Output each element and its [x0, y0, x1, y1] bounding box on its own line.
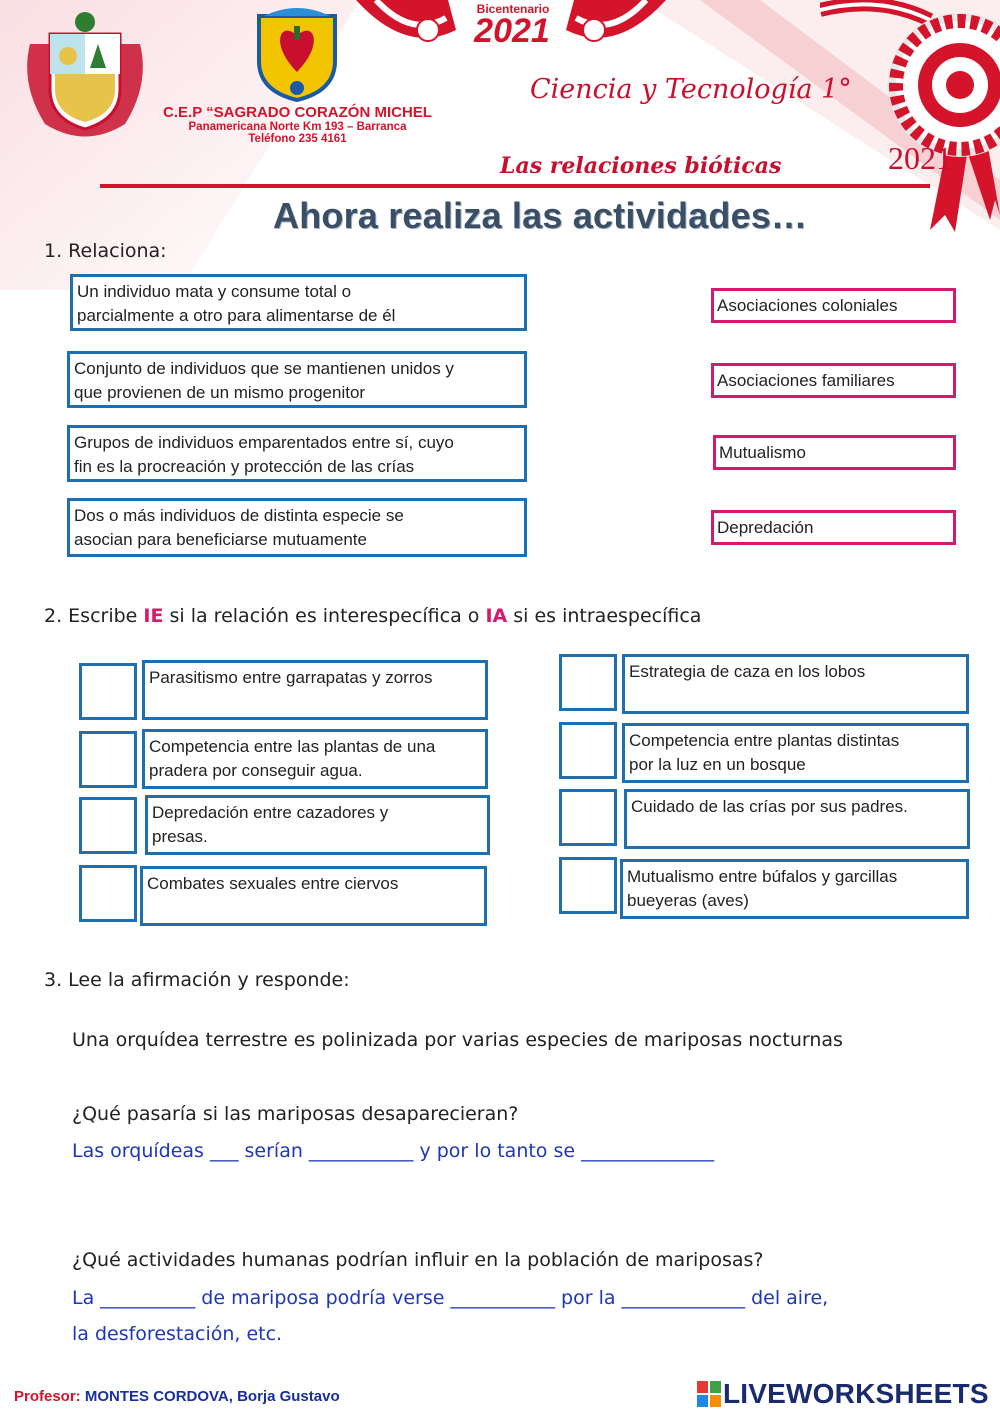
relate-left-box[interactable]: Dos o más individuos de distinta especie se asocian para beneficiarse mutuamente [67, 498, 527, 557]
section1-label: 1. Relaciona: [44, 240, 167, 262]
school-phone: Teléfono 235 4161 [248, 133, 347, 145]
statement-box: Competencia entre plantas distintas por la luz en un bosque [622, 723, 969, 783]
school-crest-icon [254, 6, 340, 102]
liveworksheets-wordmark: LIVEWORKSHEETS [723, 1378, 989, 1409]
question-1: ¿Qué pasaría si las mariposas desaparecieran? [72, 1103, 519, 1125]
page-title: Ahora realiza las actividades… [273, 195, 808, 236]
teacher-name: MONTES CORDOVA, Borja Gustavo [84, 1388, 340, 1405]
answer-input-box[interactable] [559, 654, 617, 711]
ie-label: IE [143, 605, 164, 627]
answer-input-box[interactable] [79, 663, 137, 720]
answer-input-box[interactable] [79, 731, 137, 788]
bicentenario-label: Bicentenario [476, 2, 550, 16]
ia-label: IA [485, 605, 508, 627]
relate-left-box[interactable]: Un individuo mata y consume total o parcialmente a otro para alimentarse de él [70, 274, 527, 331]
relate-right-box[interactable]: Asociaciones familiares [711, 363, 956, 398]
topic-title: Las relaciones bióticas [500, 153, 782, 179]
relate-right-box[interactable]: Mutualismo [713, 435, 956, 470]
liveworksheets-logo-icon [697, 1381, 721, 1407]
bicentenario-year: 2021 [474, 12, 550, 50]
liveworksheets-logo[interactable] [697, 1378, 997, 1410]
relate-right-box[interactable]: Asociaciones coloniales [711, 288, 956, 323]
peru-coat-of-arms-icon [10, 4, 160, 154]
relate-left-box[interactable]: Grupos de individuos emparentados entre sí, cuyo fin es la procreación y protección de las crías [67, 425, 527, 482]
school-info [150, 104, 445, 145]
section2-label: 2. Escribe IE si la relación es interespecífica o IA si es intraespecífica [44, 605, 702, 627]
statement-box: Competencia entre las plantas de una pradera por conseguir agua. [142, 729, 488, 789]
school-address: Panamericana Norte Km 193 – Barranca [188, 121, 407, 133]
statement-box: Cuidado de las crías por sus padres. [624, 789, 970, 849]
answer-input-box[interactable] [79, 797, 137, 854]
rosette-icon [820, 0, 1000, 240]
answer-2-line[interactable]: La __________ de mariposa podría verse ___________ por la _____________ del aire, [72, 1287, 829, 1309]
answer-input-box[interactable] [559, 857, 617, 914]
statement-box: Depredación entre cazadores y presas. [145, 795, 490, 855]
answer-2-line-2: la desforestación, etc. [72, 1323, 283, 1345]
answer-1-line[interactable]: Las orquídeas ___ serían ___________ y por lo tanto se ______________ [72, 1140, 715, 1162]
statement-box: Combates sexuales entre ciervos [140, 866, 487, 926]
question-2: ¿Qué actividades humanas podrían influir en la población de mariposas? [72, 1249, 764, 1271]
section3-label: 3. Lee la afirmación y responde: [44, 969, 350, 991]
header-year: 2021 [888, 140, 952, 176]
answer-input-box[interactable] [559, 789, 617, 846]
teacher-credit: Profesor: MONTES CORDOVA, Borja Gustavo [14, 1388, 340, 1405]
answer-input-box[interactable] [79, 865, 137, 922]
answer-input-box[interactable] [559, 722, 617, 779]
statement-box: Estrategia de caza en los lobos [622, 654, 969, 714]
statement-box: Mutualismo entre búfalos y garcillas bueyeras (aves) [620, 859, 969, 919]
statement-text: Una orquídea terrestre es polinizada por varias especies de mariposas nocturnas [72, 1029, 843, 1051]
statement-box: Parasitismo entre garrapatas y zorros [142, 660, 488, 720]
subject-title: Ciencia y Tecnología 1° [530, 74, 852, 105]
relate-right-box[interactable]: Depredación [711, 510, 956, 545]
school-name: C.E.P “SAGRADO CORAZÓN MICHEL [163, 104, 432, 121]
relate-left-box[interactable]: Conjunto de individuos que se mantienen unidos y que provienen de un mismo progenitor [67, 351, 527, 408]
